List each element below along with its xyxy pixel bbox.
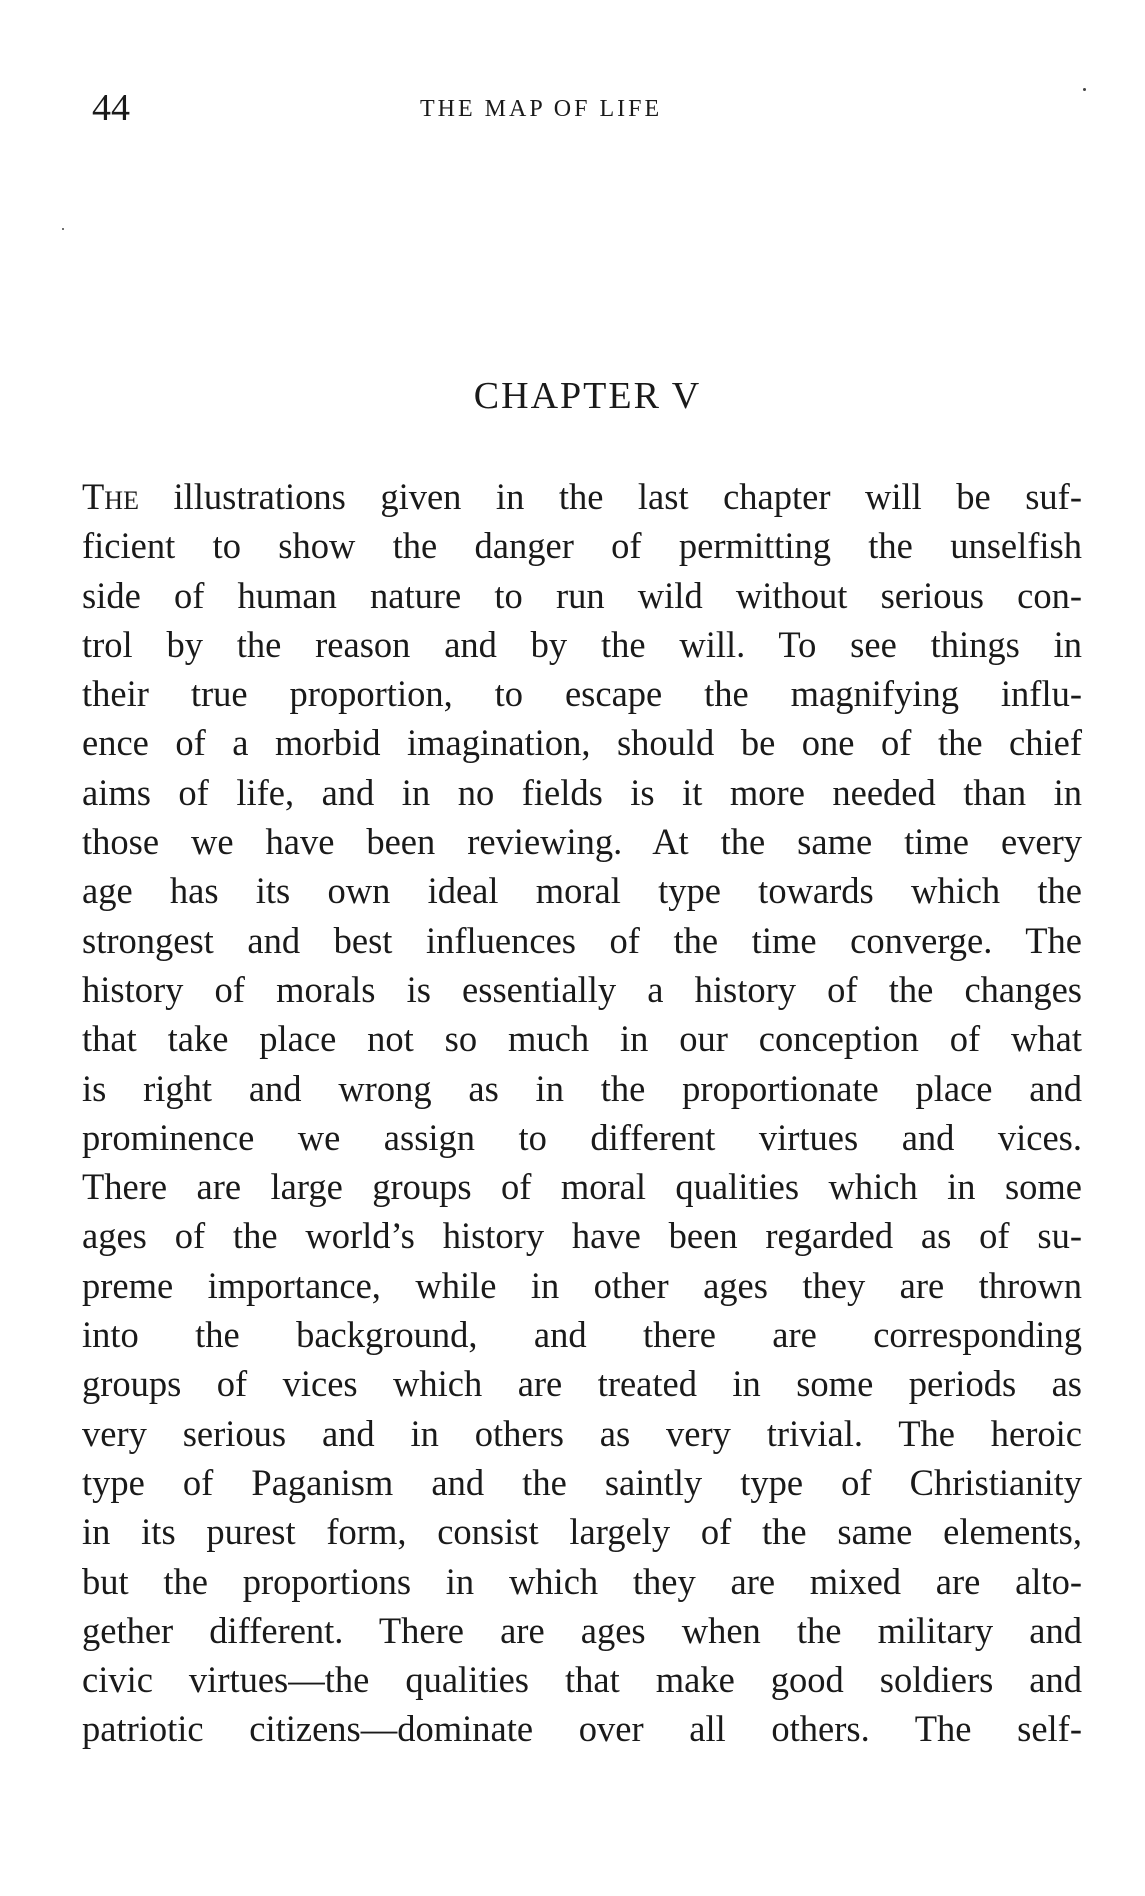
text-line: but the proportions in which they are mixed are alto-	[82, 1560, 1082, 1602]
print-speck	[1083, 88, 1086, 91]
text-line: aims of life, and in no fields is it more needed than in	[82, 771, 1082, 813]
text-line: history of morals is essentially a history of the changes	[82, 968, 1082, 1010]
running-title: THE MAP OF LIFE	[420, 96, 663, 122]
text-line: gether different. There are ages when the military and	[82, 1609, 1082, 1651]
text-line: side of human nature to run wild without serious con-	[82, 574, 1082, 616]
text-line: groups of vices which are treated in some periods as	[82, 1363, 1082, 1405]
text-line: trol by the reason and by the will. To see things in	[82, 623, 1082, 665]
text-line: is right and wrong as in the proportionate place and	[82, 1067, 1082, 1109]
text-line: type of Paganism and the saintly type of Christianity	[82, 1461, 1082, 1503]
text-line: their true proportion, to escape the magnifying influ-	[82, 673, 1082, 715]
text-line: There are large groups of moral qualities which in some	[82, 1166, 1082, 1208]
text-line: that take place not so much in our conception of what	[82, 1018, 1082, 1060]
text-line: ence of a morbid imagination, should be one of the chief	[82, 722, 1082, 764]
drop-word: The	[82, 476, 139, 517]
text-line: in its purest form, consist largely of the same elements,	[82, 1511, 1082, 1553]
text-line: civic virtues—the qualities that make good soldiers and	[82, 1659, 1082, 1701]
text-line: strongest and best influences of the time converge. The	[82, 919, 1082, 961]
text-line: very serious and in others as very trivial. The heroic	[82, 1412, 1082, 1454]
text-line: The illustrations given in the last chapter will be suf-	[82, 476, 1082, 517]
text-line: preme importance, while in other ages they are thrown	[82, 1264, 1082, 1306]
chapter-title: CHAPTER V	[473, 375, 702, 417]
page-number: 44	[92, 87, 130, 129]
running-head	[0, 88, 1145, 128]
text-line: age has its own ideal moral type towards which the	[82, 870, 1082, 912]
text-line: ages of the world’s history have been regarded as of su-	[82, 1215, 1082, 1257]
text-line: ficient to show the danger of permitting the unselfish	[82, 525, 1082, 567]
body-paragraph	[82, 472, 1082, 1754]
text-line: patriotic citizens—dominate over all others. The self-	[82, 1708, 1082, 1750]
chapter-heading	[0, 372, 1145, 420]
text-line: prominence we assign to different virtues and vices.	[82, 1116, 1082, 1158]
print-speck	[62, 228, 64, 230]
text-line: those we have been reviewing. At the same time every	[82, 821, 1082, 863]
text-line: into the background, and there are corresponding	[82, 1314, 1082, 1356]
